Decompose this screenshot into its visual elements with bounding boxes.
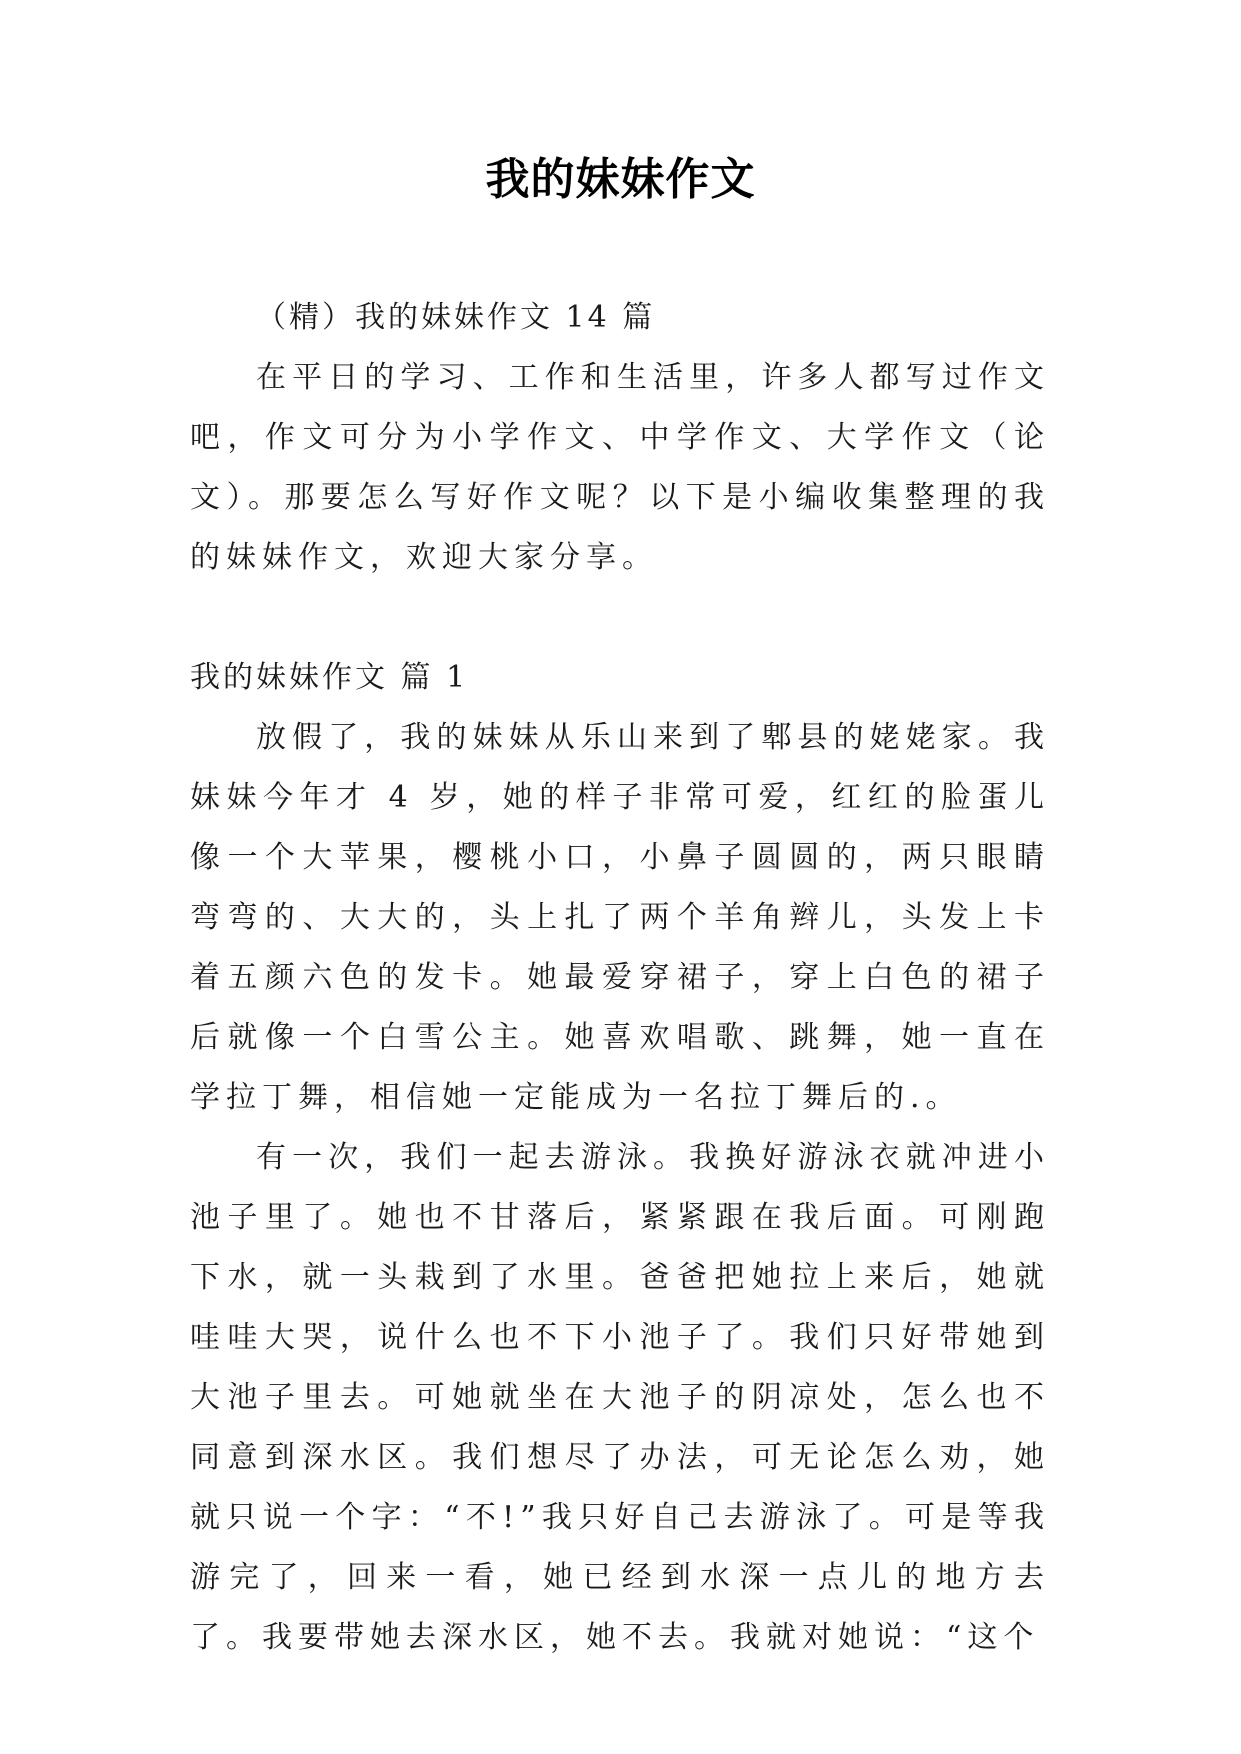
intro-paragraph: 在平日的学习、工作和生活里，许多人都写过作文吧，作文可分为小学作文、中学作文、大学作文（论文）。那要怎么写好作文呢？以下是小编收集整理的我的妹妹作文，欢迎大家分享。 — [190, 360, 1050, 575]
document-title: 我的妹妹作文 — [485, 154, 756, 205]
section-heading: 我的妹妹作文 篇 1 — [190, 660, 469, 695]
document-body — [190, 288, 1050, 1668]
body-paragraph: 放假了，我的妹妹从乐山来到了郫县的姥姥家。我妹妹今年才 4 岁，她的样子非常可爱，红红的脸蛋儿像一个大苹果，樱桃小口，小鼻子圆圆的，两只眼睛弯弯的、大大的，头上扎了两个羊角辫儿，头发上卡着五颜六色的发卡。她最爱穿裙子，穿上白色的裙子后就像一个白雪公主。她喜欢唱歌、跳舞，她一直在学拉丁舞，相信她一定能成为一名拉丁舞后的.。 — [190, 720, 1050, 1115]
document-subtitle: （精）我的妹妹作文 14 篇 — [256, 300, 656, 335]
body-paragraph: 有一次，我们一起去游泳。我换好游泳衣就冲进小池子里了。她也不甘落后，紧紧跟在我后面。可刚跑下水，就一头栽到了水里。爸爸把她拉上来后，她就哇哇大哭，说什么也不下小池子了。我们只好带她到大池子里去。可她就坐在大池子的阴凉处，怎么也不同意到深水区。我们想尽了办法，可无论怎么劝，她就只说一个字：“不!”我只好自己去游泳了。可是等我游完了，回来一看，她已经到水深一点儿的地方去了。我要带她去深水区，她不去。我就对她说：“这个 — [190, 1140, 1050, 1655]
